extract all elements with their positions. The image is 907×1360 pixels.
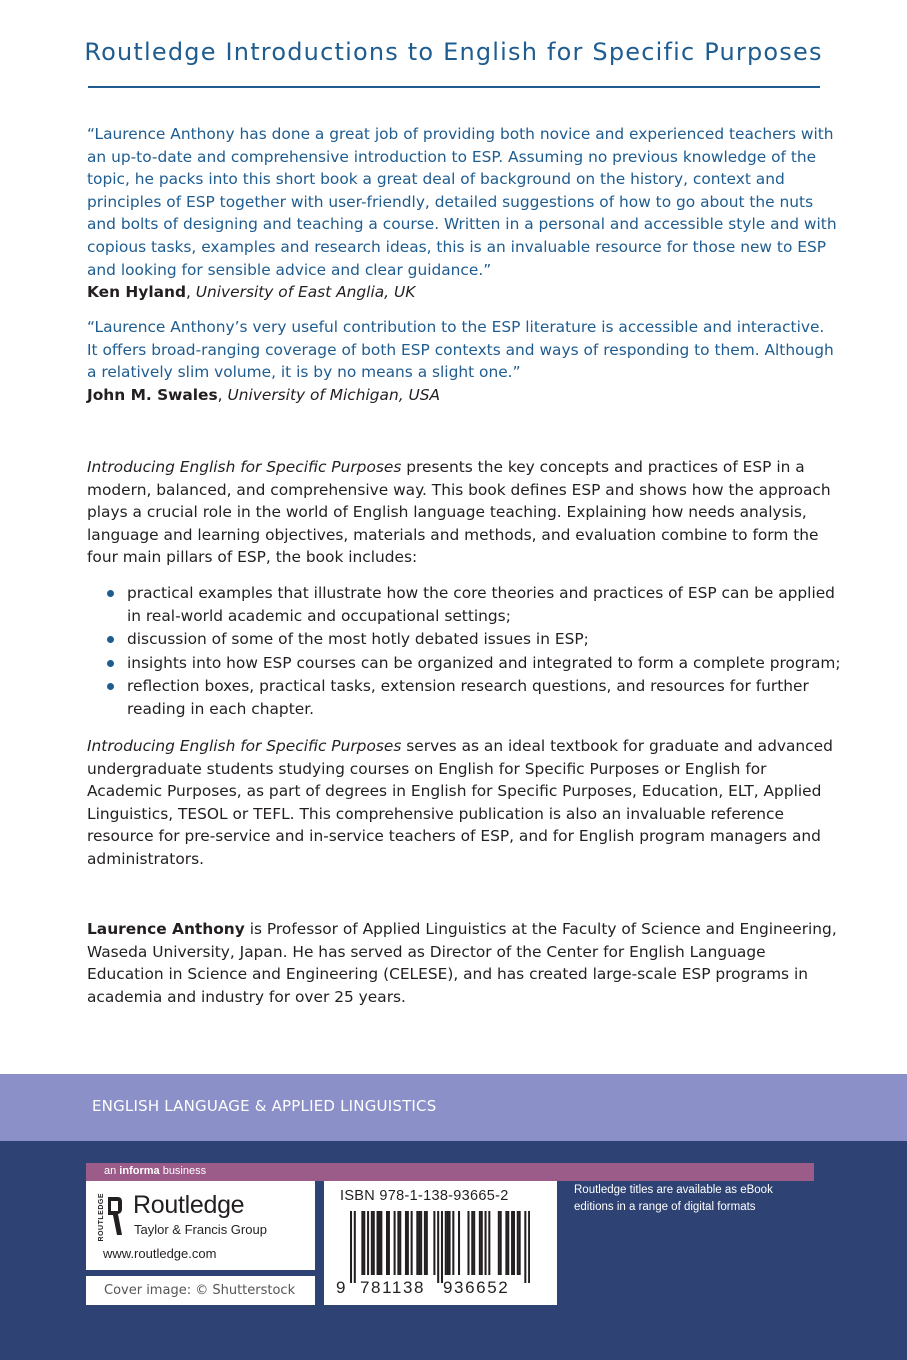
barcode-bar [433, 1211, 435, 1275]
informa-suffix: business [159, 1165, 207, 1177]
barcode-bar [363, 1211, 365, 1275]
barcode-bar [350, 1211, 352, 1283]
barcode-bar [507, 1211, 509, 1275]
barcode-bar [517, 1211, 519, 1275]
attribution-separator: , [217, 385, 228, 404]
barcode-bar [452, 1211, 454, 1275]
endorsement-author: John M. Swales [87, 385, 218, 404]
title-rule [88, 86, 820, 88]
cover-credit-box [86, 1276, 315, 1305]
barcode-bar [511, 1211, 513, 1275]
ean-left-digits: 781138 [360, 1278, 426, 1297]
barcode-bar [397, 1211, 399, 1275]
list-item-text: insights into how ESP courses can be organized and integrated to form a complete program; [127, 653, 841, 672]
series-title: Routledge Introductions to English for Specific Purposes [84, 38, 823, 66]
barcode-bar [416, 1211, 418, 1275]
list-item [87, 582, 847, 627]
barcode-bar [488, 1211, 490, 1275]
isbn-box [324, 1181, 557, 1305]
barcode-bar [445, 1211, 447, 1275]
barcode-bar [447, 1211, 449, 1275]
barcode-bar [471, 1211, 473, 1275]
list-item-text: practical examples that illustrate how the core theories and practices of ESP can be applied in real-world academic and occupational settings; [127, 584, 835, 625]
barcode-bar [424, 1211, 426, 1275]
endorsement-text: “Laurence Anthony has done a great job of providing both novice and experienced teachers with an up-to-date and comprehensive introduction to ESP. Assuming no previous knowledge of the topic, he packs into this short book a great deal of background on the history, context and principles of ESP together with user-friendly, detailed suggestions of how to go about the nuts and bolts of designing and teaching a course. Written in a personal and accessible style and with copious tasks, examples and research ideas, this is an invaluable resource for those new to ESP and looking for sensible advice and clear guidance.” [87, 125, 837, 279]
description-intro [87, 456, 837, 569]
barcode-bar [458, 1211, 460, 1275]
publisher-url: www.routledge.com [103, 1246, 217, 1261]
barcode-bar [394, 1211, 396, 1275]
barcode-bar [373, 1211, 375, 1275]
intro-text: presents the key concepts and practices of ESP in a modern, balanced, and comprehensive way. This book defines ESP and shows how the approach plays a crucial role in the world of English language teaching. Explaining how needs analysis, language and learning objectives, materials and methods, and evaluation combine to form the four main pillars of ESP, the book includes: [87, 458, 831, 567]
attribution-separator: , [185, 283, 196, 302]
list-item-text: reflection boxes, practical tasks, extension research questions, and resources for further reading in each chapter. [127, 677, 809, 718]
endorsement-affiliation: University of Michigan, USA [227, 385, 441, 404]
ebook-note: Routledge titles are available as eBook editions in a range of digital formats [574, 1184, 773, 1213]
barcode-bar [420, 1211, 422, 1275]
barcode-bar [513, 1211, 515, 1275]
publisher-name: Routledge [133, 1191, 245, 1219]
barcode-bar [361, 1211, 363, 1275]
informa-strip [86, 1163, 814, 1181]
list-item [87, 675, 847, 720]
endorsement-author: Ken Hyland [87, 283, 186, 302]
barcode-bar [524, 1211, 526, 1283]
barcode-bar [505, 1211, 507, 1275]
publisher-logo-box [86, 1181, 315, 1270]
author-name: Laurence Anthony [87, 920, 245, 938]
bullet-icon [107, 683, 114, 690]
barcode-bar [498, 1211, 500, 1275]
subject-label: ENGLISH LANGUAGE & APPLIED LINGUISTICS [92, 1097, 437, 1115]
list-item-text: discussion of some of the most hotly debated issues in ESP; [127, 630, 589, 649]
barcode-bar [399, 1211, 401, 1275]
description-closing [87, 735, 837, 871]
barcode [350, 1211, 530, 1283]
informa-prefix: an [104, 1165, 120, 1177]
barcode-bar [426, 1211, 428, 1275]
barcode-bar [386, 1211, 388, 1275]
informa-word: informa [119, 1165, 160, 1177]
routledge-logo-icon [98, 1193, 122, 1242]
barcode-bar [519, 1211, 521, 1275]
cover-credit: Cover image: © Shutterstock [104, 1283, 296, 1298]
barcode-bar [418, 1211, 420, 1275]
barcode-bar [378, 1211, 380, 1275]
list-item [87, 628, 847, 651]
bullet-icon [107, 636, 114, 643]
ean-right-digits: 936652 [443, 1278, 510, 1297]
ean-first-digit: 9 [336, 1278, 346, 1297]
informa-tagline [104, 1165, 206, 1177]
bullet-icon [107, 660, 114, 667]
list-item [87, 652, 847, 675]
barcode-bar [411, 1211, 413, 1275]
endorsement-hyland [87, 123, 837, 304]
barcode-bar [377, 1211, 379, 1275]
subject-band [0, 1074, 907, 1141]
barcode-bar [405, 1211, 407, 1275]
barcode-bar [437, 1211, 439, 1283]
author-bio-text: is Professor of Applied Linguistics at the Faculty of Science and Engineering, Waseda University, Japan. He has served as Director of the Center for English Language Education in Science and Engineering (CELESE), and has created large-scale ESP programs in academia and industry for over 25 years. [87, 920, 837, 1006]
barcode-bar [479, 1211, 481, 1275]
barcode-bar [467, 1211, 469, 1275]
barcode-bar [473, 1211, 475, 1275]
barcode-bar [449, 1211, 451, 1275]
barcode-bar [388, 1211, 390, 1275]
logo-vertical-text: ROUTLEDGE [98, 1193, 105, 1242]
publisher-group: Taylor & Francis Group [134, 1222, 267, 1237]
barcode-bar [481, 1211, 483, 1275]
endorsement-text: “Laurence Anthony’s very useful contribution to the ESP literature is accessible and interactive. It offers broad-ranging coverage of both ESP contexts and ways of responding to them. Although a relatively slim volume, it is by no means a slight one.” [87, 318, 834, 382]
barcode-bar [500, 1211, 502, 1275]
isbn-label: ISBN 978-1-138-93665-2 [340, 1188, 509, 1204]
barcode-bar [407, 1211, 409, 1275]
barcode-bar [528, 1211, 530, 1283]
barcode-bar [367, 1211, 369, 1275]
barcode-bar [380, 1211, 382, 1275]
bullet-icon [107, 590, 114, 597]
book-title: Introducing English for Specific Purposes [87, 737, 402, 755]
barcode-bar [485, 1211, 487, 1275]
barcode-bar [441, 1211, 443, 1283]
endorsement-swales [87, 316, 837, 406]
endorsement-affiliation: University of East Anglia, UK [195, 283, 416, 302]
barcode-bar [371, 1211, 373, 1275]
feature-list [87, 582, 847, 722]
barcode-bar [354, 1211, 356, 1283]
author-bio [87, 918, 837, 1008]
book-title: Introducing English for Specific Purposes [87, 458, 402, 476]
closing-text: serves as an ideal textbook for graduate and advanced undergraduate students studying courses on English for Specific Purposes or English for Academic Purposes, as part of degrees in English for Specific Purposes, Education, ELT, Applied Linguistics, TESOL or TEFL. This comprehensive publication is also an invaluable reference resource for pre-service and in-service teachers of ESP, and for English program managers and administrators. [87, 737, 833, 868]
